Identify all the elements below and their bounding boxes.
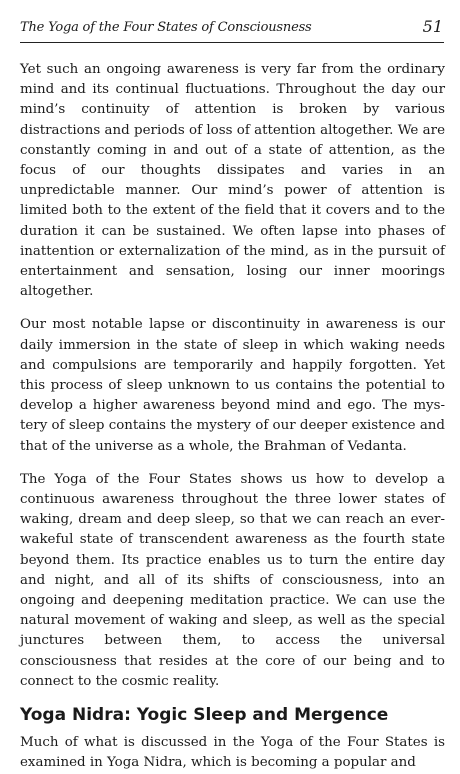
body-paragraph: The Yoga of the Four States shows us how to develop a continuous awareness throughout the three lower states of waking, dream and deep sleep, so that we can reach an ever-wakeful state of transcendent awareness as the fourth state beyond them. Its practice enables us to turn the entire day and night, and all of its shifts of consciousness, into an ongoing and deepening meditation practice. We can use the natural movement of waking and sleep, as well as the special junctures between them, to access the universal consciousness that resides at the core of our being and to connect to the cosmic reality. [20,471,445,689]
body-paragraph: Our most notable lapse or discontinuity in awareness is our daily immersion in the state of sleep in which waking needs and compulsions are temporarily and happily forgotten. Yet this process of sleep unknown to us contains the potential to develop a higher awareness beyond mind and ego. The mystery of sleep contains the mystery of our deeper existence and that of the universe as a whole, the Brahman of Vedanta. [20,317,445,454]
body-paragraph: Much of what is discussed in the Yoga of the Four States is examined in Yoga Nidra, which is becoming a popular and [20,735,445,771]
page-number: 51 [422,17,443,36]
running-title: The Yoga of the Four States of Consciousness [20,20,312,35]
page-content [20,60,445,774]
section-heading: Yoga Nidra: Yogic Sleep and Mergence [20,705,389,726]
body-paragraph: Yet such an ongoing awareness is very far from the ordinary mind and its continual fluctuations. Throughout the day our mind’s continuity of attention is broken by various distractions and periods of loss of attention altogether. We are constantly coming in and out of a state of attention, as the focus of our thoughts dissipates and varies in an unpredictable manner. Our mind’s power of attention is limited both to the extent of the field that it covers and to the duration it can be sustained. We often lapse into phases of inattention or externalization of the mind, as in the pursuit of entertainment and sensation, losing our inner moorings altogether. [20,62,445,300]
running-header [20,16,444,43]
